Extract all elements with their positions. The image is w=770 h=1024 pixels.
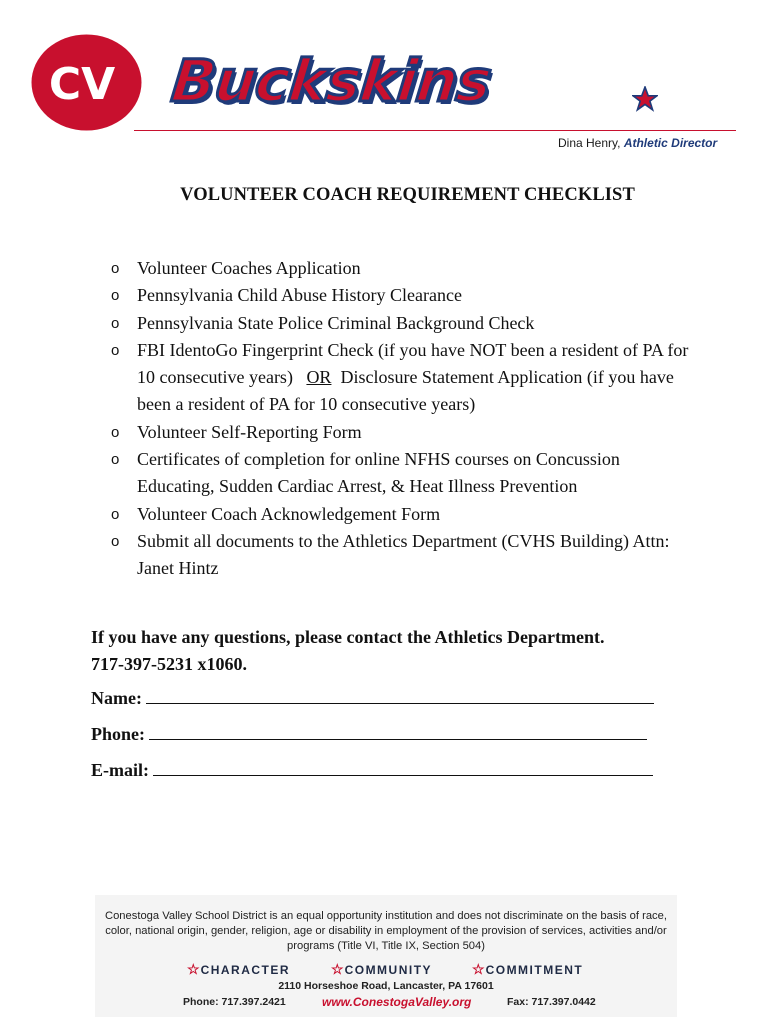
contact-info <box>91 624 731 678</box>
pillar-commitment: ☆COMMITMENT <box>472 961 584 977</box>
athletic-director-line <box>558 136 717 150</box>
email-input-line[interactable] <box>153 761 653 776</box>
list-item: o Submit all documents to the Athletics Department (CVHS Building) Attn: Janet Hintz <box>111 528 691 583</box>
cv-logo-icon <box>30 33 143 132</box>
or-text: OR <box>306 367 332 388</box>
list-item: o Certificates of completion for online NFHS courses on Concussion Educating, Sudden Cardiac Arrest, & Heat Illness Prevention <box>111 446 691 501</box>
bullet-icon: o <box>111 423 120 441</box>
cv-logo <box>30 33 143 132</box>
bullet-icon: o <box>111 314 120 332</box>
footer-fax: Fax: 717.397.0442 <box>507 996 596 1008</box>
website-link[interactable]: www.ConestogaValley.org <box>322 995 472 1009</box>
district-address: 2110 Horseshoe Road, Lancaster, PA 17601 <box>278 980 494 992</box>
phone-field[interactable] <box>91 724 647 745</box>
list-item: o Pennsylvania Child Abuse History Clearance <box>111 282 691 309</box>
name-input-line[interactable] <box>146 689 654 704</box>
bullet-icon: o <box>111 287 120 305</box>
name-field[interactable] <box>91 688 654 709</box>
bullet-icon: o <box>111 451 120 469</box>
bullet-icon: o <box>111 341 120 359</box>
footer-phone: Phone: 717.397.2421 <box>183 996 286 1008</box>
svg-text:CV: CV <box>48 59 116 110</box>
footer-contact-row <box>95 996 677 1010</box>
page-title: VOLUNTEER COACH REQUIREMENT CHECKLIST <box>180 185 635 205</box>
list-item: o Volunteer Self-Reporting Form <box>111 419 691 446</box>
star-icon: ☆ <box>187 961 200 977</box>
list-item: o Volunteer Coach Acknowledgement Form <box>111 501 691 528</box>
nondiscrimination-statement: Conestoga Valley School District is an equal opportunity institution and does not discriminate on the basis of race, color, national origin, gender, religion, age or disability in employment of the provision of services, activities and/or programs (Title VI, Title IX, Section 504) <box>105 910 667 952</box>
contact-text: If you have any questions, please contact the Athletics Department. <box>91 627 605 647</box>
name-label: Name: <box>91 688 142 708</box>
footer <box>95 895 677 1017</box>
list-item: o Volunteer Coaches Application <box>111 255 691 282</box>
header-divider <box>134 130 736 131</box>
star-icon: ☆ <box>472 961 485 977</box>
star-icon: ☆ <box>331 961 344 977</box>
bullet-icon: o <box>111 260 120 277</box>
bullet-icon: o <box>111 532 120 550</box>
director-name: Dina Henry, <box>558 136 621 150</box>
requirement-checklist <box>111 255 691 583</box>
email-field[interactable] <box>91 760 653 781</box>
director-role: Athletic Director <box>623 136 718 150</box>
star-icon <box>632 86 658 112</box>
buckskins-wordmark <box>168 42 552 124</box>
brand-name: Buckskins <box>168 47 494 115</box>
phone-label: Phone: <box>91 724 145 744</box>
pillar-character: ☆CHARACTER <box>187 961 291 977</box>
list-item: o Pennsylvania State Police Criminal Background Check <box>111 310 691 337</box>
contact-phone: 717-397-5231 x1060. <box>91 654 247 674</box>
email-label: E-mail: <box>91 760 149 780</box>
pillar-community: ☆COMMUNITY <box>331 961 433 977</box>
bullet-icon: o <box>111 505 120 523</box>
phone-input-line[interactable] <box>149 725 647 740</box>
list-item: o FBI IdentoGo Fingerprint Check (if you have NOT been a resident of PA for 10 consecutive years) OR Disclosure Statement Application (if you have been a resident of PA for 10 consecutive years) <box>111 337 691 419</box>
district-pillars <box>95 961 677 977</box>
